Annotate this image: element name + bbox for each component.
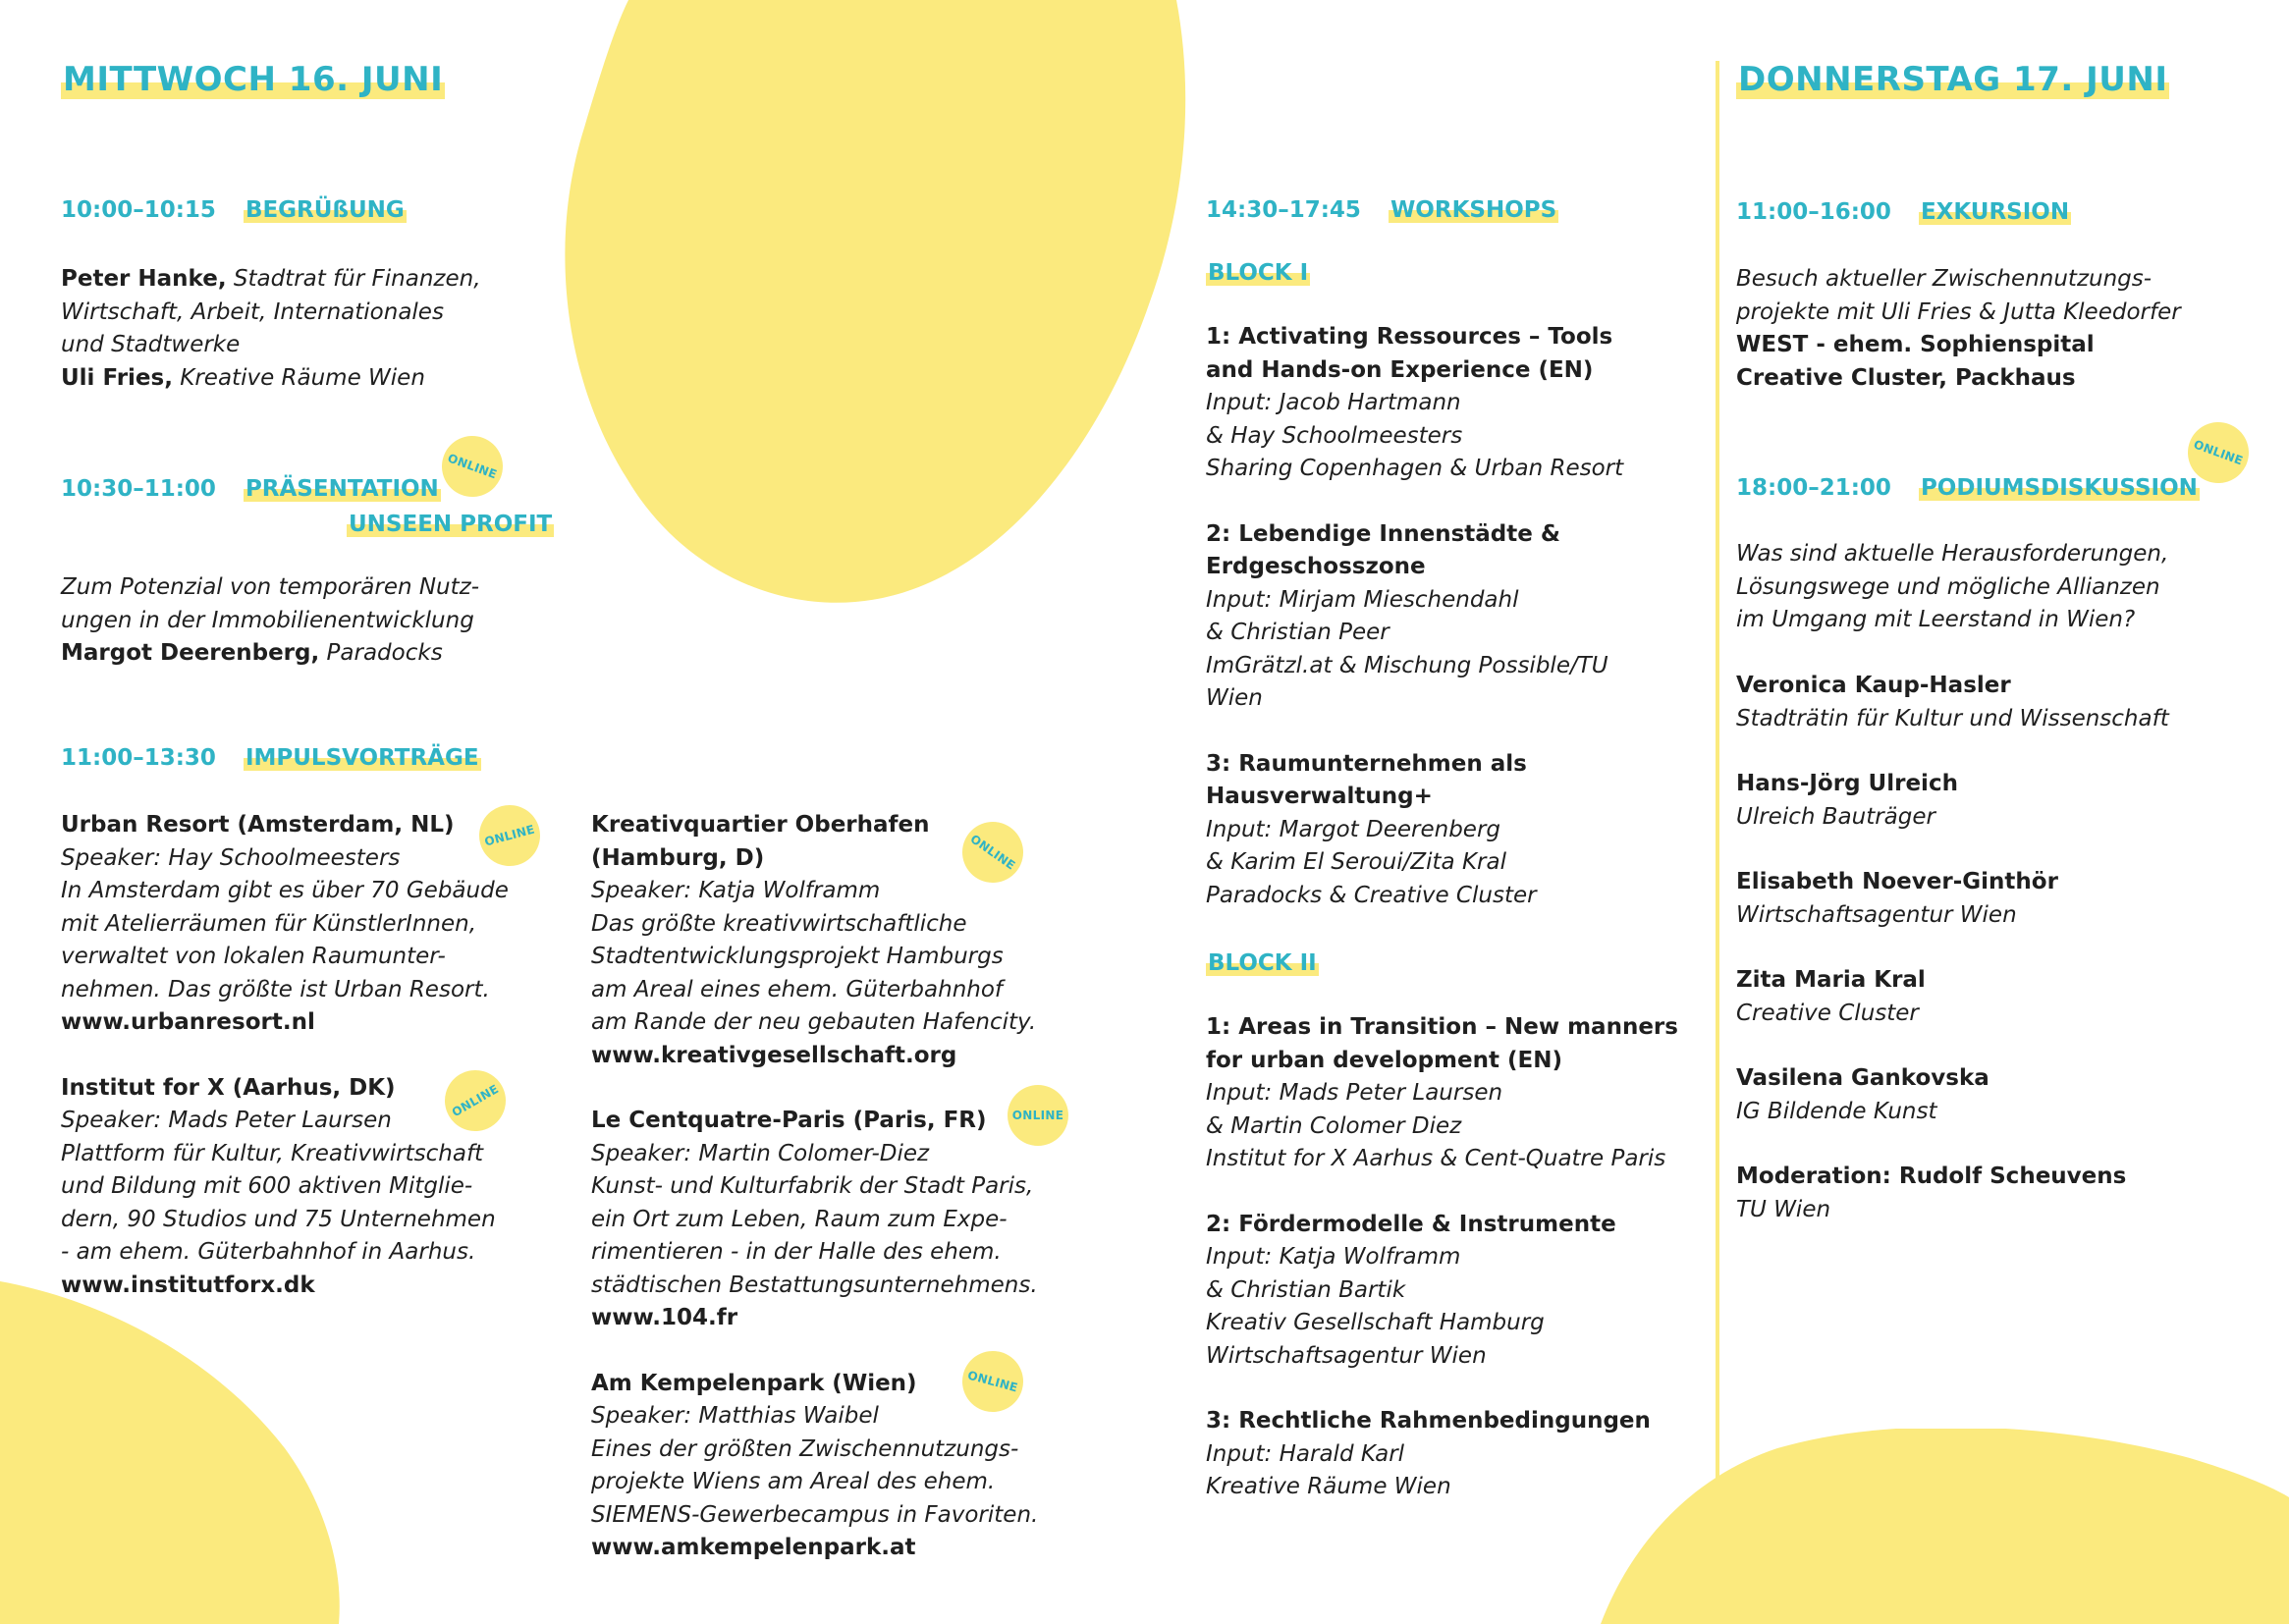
workshop-item: [1206, 1209, 1678, 1374]
day-heading-text: MITTWOCH 16. JUNI: [63, 60, 444, 99]
impulses-right: [591, 809, 1038, 1597]
text-line: Input: Katja Wolframm: [1206, 1244, 1461, 1270]
session-impulses: [61, 740, 481, 776]
presentation-text: [61, 571, 479, 671]
text-line: ungen in der Immobilienentwicklung: [61, 607, 474, 633]
session-title: BEGRÜßUNG: [245, 197, 405, 223]
text-line: ein Ort zum Leben, Raum zum Expe-: [591, 1206, 1008, 1232]
impulse-url[interactable]: www.104.fr: [591, 1305, 738, 1330]
text-line: Input: Harald Karl: [1206, 1440, 1405, 1467]
impulse-item: [61, 809, 509, 1040]
session-title: IMPULSVORTRÄGE: [245, 745, 479, 771]
online-badge: [433, 427, 511, 505]
text-line: Lösungswege und mögliche Allianzen: [1736, 573, 2160, 600]
panelist: [1736, 1161, 2169, 1226]
panelist-role: IG Bildende Kunst: [1736, 1098, 1937, 1124]
text-line: & Christian Bartik: [1206, 1276, 1406, 1303]
text-line: Speaker: Mads Peter Laursen: [61, 1108, 392, 1133]
speaker-role: Paradocks: [326, 640, 443, 666]
session-time: 14:30–17:45: [1206, 197, 1361, 223]
text-line: am Rande der neu gebauten Hafencity.: [591, 1009, 1037, 1035]
text-line: Was sind aktuelle Herausforderungen,: [1736, 541, 2169, 567]
online-badge-label: ONLINE: [445, 451, 500, 482]
session-excursion: [1736, 194, 2071, 230]
workshop-title: Hausverwaltung+: [1206, 784, 1433, 809]
text-line: und Bildung mit 600 aktiven Mitglie-: [61, 1173, 473, 1199]
impulse-item: [591, 1105, 1038, 1335]
speaker-name: Uli Fries,: [61, 364, 173, 391]
yellow-blob-top: [560, 0, 1188, 609]
workshop-title: for urban development (EN): [1206, 1047, 1562, 1073]
session-title: PODIUMSDISKUSSION: [1920, 475, 2198, 501]
panelist-role: TU Wien: [1736, 1196, 1831, 1222]
session-title: WORKSHOPS: [1390, 197, 1557, 223]
panelist-role: Ulreich Bauträger: [1736, 803, 1935, 830]
workshop-item: [1206, 1011, 1678, 1176]
text-line: Speaker: Martin Colomer-Diez: [591, 1140, 930, 1166]
text-line: & Karim El Seroui/Zita Kral: [1206, 849, 1506, 875]
workshop-item: [1206, 518, 1623, 716]
block-label: [1206, 255, 1310, 291]
text-line: Sharing Copenhagen & Urban Resort: [1206, 456, 1624, 481]
online-badge-label: ONLINE: [2191, 437, 2246, 468]
workshop-title: 3: Raumunternehmen als: [1206, 750, 1527, 777]
text-line: ImGrätzl.at & Mischung Possible/TU: [1206, 652, 1608, 678]
text-line: Input: Jacob Hartmann: [1206, 390, 1461, 415]
impulse-title: Am Kempelenpark (Wien): [591, 1370, 917, 1396]
text-line: Das größte kreativwirtschaftliche: [591, 910, 967, 937]
text-line: SIEMENS-Gewerbecampus in Favoriten.: [591, 1501, 1039, 1528]
workshop-item: [1206, 321, 1623, 486]
text-line: Institut for X Aarhus & Cent-Quatre Paris: [1206, 1146, 1666, 1171]
yellow-blob-bottom-right: [1601, 1429, 2289, 1624]
workshop-title: 1: Activating Ressources – Tools: [1206, 324, 1613, 350]
workshops-block-1: [1206, 321, 1623, 945]
text-line: städtischen Bestattungsunternehmens.: [591, 1272, 1038, 1298]
excursion-location: Creative Cluster, Packhaus: [1736, 364, 2076, 391]
text-line: Wirtschaftsagentur Wien: [1206, 1342, 1487, 1369]
panelist-role: Wirtschaftsagentur Wien: [1736, 901, 2017, 928]
panelist-role: Creative Cluster: [1736, 1000, 1919, 1026]
panelist-name: Hans-Jörg Ulreich: [1736, 771, 1958, 796]
text-line: Besuch aktueller Zwischennutzungs-: [1736, 266, 2153, 292]
text-line: Zum Potenzial von temporären Nutz-: [61, 574, 480, 600]
text-line: In Amsterdam gibt es über 70 Gebäude: [61, 878, 509, 903]
session-title: EXKURSION: [1920, 199, 2070, 225]
speaker-role: Kreative Räume Wien: [180, 364, 425, 391]
panelist-name: Zita Maria Kral: [1736, 967, 1926, 993]
impulse-url[interactable]: www.urbanresort.nl: [61, 1009, 315, 1035]
session-panel: [1736, 470, 2200, 506]
panelist-name: Elisabeth Noever-Ginthör: [1736, 869, 2058, 894]
text-line: rimentieren - in der Halle des ehem.: [591, 1239, 1002, 1265]
speaker-role: und Stadtwerke: [61, 332, 241, 357]
session-time: 10:00–10:15: [61, 197, 216, 223]
text-line: & Martin Colomer Diez: [1206, 1112, 1462, 1139]
text-line: - am ehem. Güterbahnhof in Aarhus.: [61, 1239, 476, 1265]
panelist: [1736, 964, 2169, 1030]
impulse-item: [61, 1072, 509, 1303]
text-line: Input: Margot Deerenberg: [1206, 816, 1501, 842]
impulse-title: (Hamburg, D): [591, 844, 765, 871]
text-line: Kreative Räume Wien: [1206, 1474, 1451, 1499]
workshop-item: [1206, 748, 1623, 913]
text-line: & Hay Schoolmeesters: [1206, 422, 1463, 449]
workshop-title: 3: Rechtliche Rahmenbedingungen: [1206, 1408, 1651, 1434]
speaker-role: Wirtschaft, Arbeit, Internationales: [61, 298, 444, 325]
session-time: 10:30–11:00: [61, 476, 216, 502]
online-badge-label: ONLINE: [1011, 1109, 1064, 1122]
block-label-text: BLOCK I: [1208, 260, 1309, 286]
workshop-title: and Hands-on Experience (EN): [1206, 356, 1594, 383]
session-time: 18:00–21:00: [1736, 475, 1891, 501]
text-line: projekte mit Uli Fries & Jutta Kleedorfer: [1736, 298, 2181, 325]
welcome-speakers: [61, 263, 481, 395]
impulse-url[interactable]: www.institutforx.dk: [61, 1272, 315, 1298]
day-heading-thursday: [1736, 60, 2169, 99]
session-presentation: [61, 471, 441, 507]
panelist: [1736, 670, 2169, 735]
text-line: verwaltet von lokalen Raumunter-: [61, 944, 446, 969]
day-heading-text: DONNERSTAG 17. JUNI: [1738, 60, 2168, 99]
column-divider: [1716, 61, 1719, 1480]
text-line: Kunst- und Kulturfabrik der Stadt Paris,: [591, 1173, 1034, 1199]
session-subtitle-text: UNSEEN PROFIT: [349, 512, 553, 537]
workshop-title: 1: Areas in Transition – New manners: [1206, 1014, 1678, 1040]
impulse-title: Kreativquartier Oberhafen: [591, 812, 930, 838]
panelist-role: Stadträtin für Kultur und Wissenschaft: [1736, 705, 2169, 731]
text-line: nehmen. Das größte ist Urban Resort.: [61, 976, 490, 1002]
online-badge-label: ONLINE: [965, 1368, 1020, 1395]
text-line: im Umgang mit Leerstand in Wien?: [1736, 607, 2136, 632]
text-line: Speaker: Katja Wolframm: [591, 878, 881, 903]
workshop-title: 2: Lebendige Innenstädte &: [1206, 520, 1560, 547]
text-line: Input: Mads Peter Laursen: [1206, 1080, 1503, 1106]
panel-participants: [1736, 670, 2169, 1259]
session-time: 11:00–13:30: [61, 745, 216, 771]
text-line: Stadtentwicklungsprojekt Hamburgs: [591, 944, 1004, 969]
impulse-url[interactable]: www.amkempelenpark.at: [591, 1535, 916, 1560]
panelist: [1736, 768, 2169, 834]
text-line: am Areal eines ehem. Güterbahnhof: [591, 976, 1004, 1002]
online-badge-label: ONLINE: [449, 1081, 502, 1120]
online-badge-label: ONLINE: [482, 822, 537, 849]
session-title: PRÄSENTATION: [245, 476, 439, 502]
workshop-item: [1206, 1405, 1678, 1504]
panelist-name: Moderation: Rudolf Scheuvens: [1736, 1164, 2127, 1189]
text-line: Eines der größten Zwischennutzungs-: [591, 1435, 1019, 1462]
workshops-block-2: [1206, 1011, 1678, 1537]
panel-question: [1736, 538, 2168, 637]
panelist-name: Veronica Kaup-Hasler: [1736, 673, 2011, 698]
workshop-title: 2: Fördermodelle & Instrumente: [1206, 1211, 1616, 1237]
excursion-location: WEST - ehem. Sophienspital: [1736, 332, 2095, 357]
panelist: [1736, 866, 2169, 932]
speaker-name: Margot Deerenberg,: [61, 640, 320, 666]
text-line: dern, 90 Studios und 75 Unternehmen: [61, 1206, 496, 1232]
speaker-role: Stadtrat für Finanzen,: [233, 266, 481, 292]
workshop-title: Erdgeschosszone: [1206, 554, 1426, 579]
session-subtitle: [347, 507, 554, 542]
text-line: & Christian Peer: [1206, 620, 1390, 645]
impulses-left: [61, 809, 509, 1334]
block-label-text: BLOCK II: [1208, 950, 1317, 976]
text-line: Plattform für Kultur, Kreativwirtschaft: [61, 1140, 484, 1166]
text-line: Paradocks & Creative Cluster: [1206, 882, 1537, 908]
text-line: Wien: [1206, 685, 1263, 711]
session-welcome: [61, 192, 407, 228]
excursion-text: [1736, 263, 2181, 395]
session-workshops: [1206, 192, 1558, 228]
block-label: [1206, 946, 1319, 981]
online-badge: [1008, 1085, 1068, 1146]
impulse-title: Urban Resort (Amsterdam, NL): [61, 812, 455, 838]
impulse-title: Le Centquatre-Paris (Paris, FR): [591, 1108, 987, 1133]
text-line: projekte Wiens am Areal des ehem.: [591, 1469, 996, 1494]
speaker-name: Peter Hanke,: [61, 266, 227, 292]
online-badge-label: ONLINE: [967, 832, 1018, 873]
text-line: Input: Mirjam Mieschendahl: [1206, 586, 1519, 613]
impulse-title: Institut for X (Aarhus, DK): [61, 1074, 396, 1101]
session-time: 11:00–16:00: [1736, 199, 1891, 225]
text-line: Speaker: Hay Schoolmeesters: [61, 844, 401, 871]
day-heading-wednesday: [61, 60, 445, 99]
text-line: Speaker: Matthias Waibel: [591, 1403, 879, 1429]
text-line: mit Atelierräumen für KünstlerInnen,: [61, 910, 477, 937]
panelist: [1736, 1062, 2169, 1128]
text-line: Kreativ Gesellschaft Hamburg: [1206, 1310, 1545, 1335]
impulse-url[interactable]: www.kreativgesellschaft.org: [591, 1042, 957, 1068]
panelist-name: Vasilena Gankovska: [1736, 1065, 1989, 1091]
